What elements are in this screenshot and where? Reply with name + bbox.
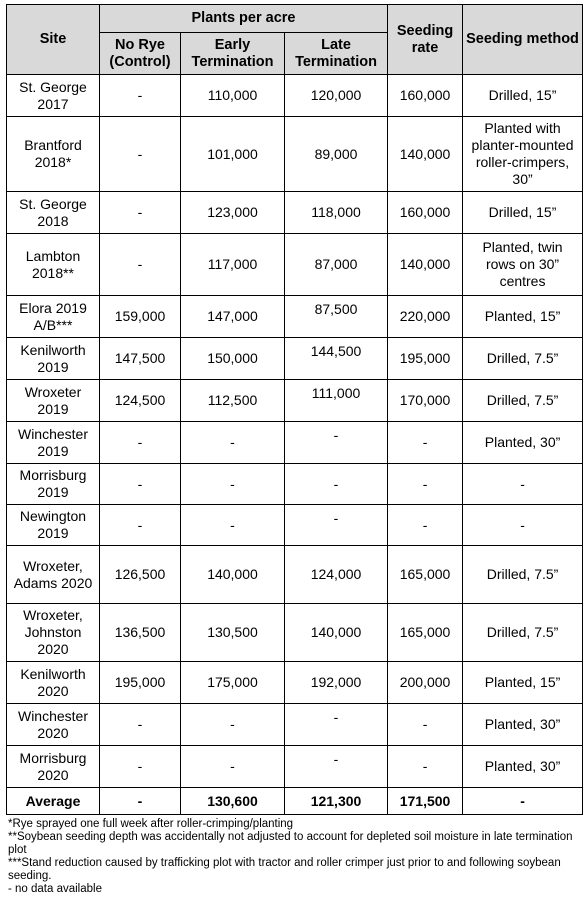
early-termination-cell: 175,000: [181, 662, 285, 704]
site-cell: Morrisburg 2019: [7, 464, 100, 505]
table-row: [7, 192, 583, 234]
table-row: [7, 380, 583, 422]
seeding-rate-cell: 165,000: [388, 604, 463, 662]
average-late-termination-cell: 121,300: [285, 788, 388, 815]
seeding-method-cell: -: [463, 505, 583, 546]
seeding-method-cell: Planted, 15”: [463, 662, 583, 704]
no-rye-cell: 147,500: [100, 338, 181, 380]
late-termination-cell: 124,000: [285, 546, 388, 604]
early-termination-cell: 112,500: [181, 380, 285, 422]
seeding-rate-cell: -: [388, 464, 463, 505]
early-termination-cell: -: [181, 464, 285, 505]
early-termination-cell: 101,000: [181, 117, 285, 192]
site-cell: Wroxeter 2019: [7, 380, 100, 422]
no-rye-cell: -: [100, 422, 181, 464]
seeding-method-cell: Drilled, 7.5”: [463, 604, 583, 662]
average-site-cell: Average: [7, 788, 100, 815]
average-row: [7, 788, 583, 815]
seeding-rate-cell: -: [388, 422, 463, 464]
no-rye-cell: -: [100, 192, 181, 234]
seeding-rate-cell: -: [388, 746, 463, 788]
seeding-rate-cell: -: [388, 505, 463, 546]
header-plants-per-acre: Plants per acre: [100, 5, 388, 33]
seeding-rate-cell: 160,000: [388, 192, 463, 234]
header-site: Site: [7, 5, 100, 75]
table-body: [7, 75, 583, 815]
average-no-rye-cell: -: [100, 788, 181, 815]
table-row: [7, 117, 583, 192]
no-rye-cell: 195,000: [100, 662, 181, 704]
seeding-method-cell: Planted with planter-mounted roller-crimpers, 30”: [463, 117, 583, 192]
header-seeding-method: Seeding method: [463, 5, 583, 75]
header-late-termination: Late Termination: [285, 33, 388, 75]
early-termination-cell: 150,000: [181, 338, 285, 380]
no-rye-cell: -: [100, 75, 181, 117]
no-rye-cell: 124,500: [100, 380, 181, 422]
seeding-rate-cell: 170,000: [388, 380, 463, 422]
seeding-method-cell: Drilled, 7.5”: [463, 546, 583, 604]
late-termination-cell: 118,000: [285, 192, 388, 234]
late-termination-cell: -: [285, 505, 388, 546]
site-cell: Elora 2019 A/B***: [7, 296, 100, 338]
site-cell: Winchester 2020: [7, 704, 100, 746]
table-row: [7, 464, 583, 505]
header-no-rye: No Rye (Control): [100, 33, 181, 75]
site-cell: Wroxeter, Adams 2020: [7, 546, 100, 604]
late-termination-cell: 140,000: [285, 604, 388, 662]
seeding-rate-cell: 200,000: [388, 662, 463, 704]
site-cell: St. George 2017: [7, 75, 100, 117]
no-rye-cell: -: [100, 746, 181, 788]
table-row: [7, 704, 583, 746]
seeding-method-cell: -: [463, 464, 583, 505]
table-row: [7, 296, 583, 338]
document: [6, 4, 582, 896]
table-row: [7, 75, 583, 117]
no-rye-cell: 126,500: [100, 546, 181, 604]
no-rye-cell: 159,000: [100, 296, 181, 338]
early-termination-cell: 110,000: [181, 75, 285, 117]
early-termination-cell: -: [181, 505, 285, 546]
average-seeding-method-cell: -: [463, 788, 583, 815]
early-termination-cell: 117,000: [181, 234, 285, 296]
table-row: [7, 234, 583, 296]
seeding-rate-cell: -: [388, 704, 463, 746]
seeding-rate-cell: 140,000: [388, 117, 463, 192]
seeding-method-cell: Planted, 30”: [463, 422, 583, 464]
seeding-method-cell: Drilled, 7.5”: [463, 338, 583, 380]
header-early-termination: Early Termination: [181, 33, 285, 75]
late-termination-cell: -: [285, 464, 388, 505]
footnotes: [6, 818, 582, 896]
late-termination-cell: -: [285, 746, 388, 788]
late-termination-cell: 120,000: [285, 75, 388, 117]
table-row: [7, 546, 583, 604]
late-termination-cell: 89,000: [285, 117, 388, 192]
table-row: [7, 604, 583, 662]
early-termination-cell: 147,000: [181, 296, 285, 338]
footnote: - no data available: [8, 883, 102, 895]
site-cell: St. George 2018: [7, 192, 100, 234]
header-seeding-rate: Seeding rate: [388, 5, 463, 75]
late-termination-cell: -: [285, 422, 388, 464]
early-termination-cell: -: [181, 704, 285, 746]
site-cell: Morrisburg 2020: [7, 746, 100, 788]
site-cell: Lambton 2018**: [7, 234, 100, 296]
seeding-method-cell: Planted, 15”: [463, 296, 583, 338]
no-rye-cell: 136,500: [100, 604, 181, 662]
late-termination-cell: 111,000: [285, 380, 388, 422]
seeding-method-cell: Planted, 30”: [463, 746, 583, 788]
seeding-rate-cell: 165,000: [388, 546, 463, 604]
seeding-rate-cell: 160,000: [388, 75, 463, 117]
footnote: *Rye sprayed one full week after roller-crimping/planting: [8, 818, 294, 830]
plant-stand-table: [6, 4, 583, 815]
site-cell: Brantford 2018*: [7, 117, 100, 192]
seeding-rate-cell: 140,000: [388, 234, 463, 296]
early-termination-cell: -: [181, 422, 285, 464]
early-termination-cell: 130,500: [181, 604, 285, 662]
seeding-method-cell: Planted, twin rows on 30” centres: [463, 234, 583, 296]
no-rye-cell: -: [100, 505, 181, 546]
late-termination-cell: 87,000: [285, 234, 388, 296]
table-row: [7, 338, 583, 380]
table-row: [7, 422, 583, 464]
early-termination-cell: 140,000: [181, 546, 285, 604]
seeding-rate-cell: 195,000: [388, 338, 463, 380]
seeding-method-cell: Planted, 30”: [463, 704, 583, 746]
late-termination-cell: 144,500: [285, 338, 388, 380]
no-rye-cell: -: [100, 464, 181, 505]
site-cell: Newington 2019: [7, 505, 100, 546]
seeding-method-cell: Drilled, 15”: [463, 75, 583, 117]
late-termination-cell: 192,000: [285, 662, 388, 704]
seeding-method-cell: Drilled, 15”: [463, 192, 583, 234]
footnote: ***Stand reduction caused by trafficking plot with tractor and roller crimper just prior to and following soybean seeding.: [8, 857, 561, 882]
table-row: [7, 746, 583, 788]
average-early-termination-cell: 130,600: [181, 788, 285, 815]
late-termination-cell: 87,500: [285, 296, 388, 338]
no-rye-cell: -: [100, 704, 181, 746]
site-cell: Kenilworth 2020: [7, 662, 100, 704]
site-cell: Winchester 2019: [7, 422, 100, 464]
table-header: [7, 5, 583, 75]
table-row: [7, 505, 583, 546]
late-termination-cell: -: [285, 704, 388, 746]
table-row: [7, 662, 583, 704]
seeding-rate-cell: 220,000: [388, 296, 463, 338]
no-rye-cell: -: [100, 117, 181, 192]
site-cell: Kenilworth 2019: [7, 338, 100, 380]
no-rye-cell: -: [100, 234, 181, 296]
early-termination-cell: 123,000: [181, 192, 285, 234]
footnote: **Soybean seeding depth was accidentally not adjusted to account for depleted soil moisture in late termination plot: [8, 831, 573, 856]
seeding-method-cell: Drilled, 7.5”: [463, 380, 583, 422]
early-termination-cell: -: [181, 746, 285, 788]
site-cell: Wroxeter, Johnston 2020: [7, 604, 100, 662]
average-seeding-rate-cell: 171,500: [388, 788, 463, 815]
